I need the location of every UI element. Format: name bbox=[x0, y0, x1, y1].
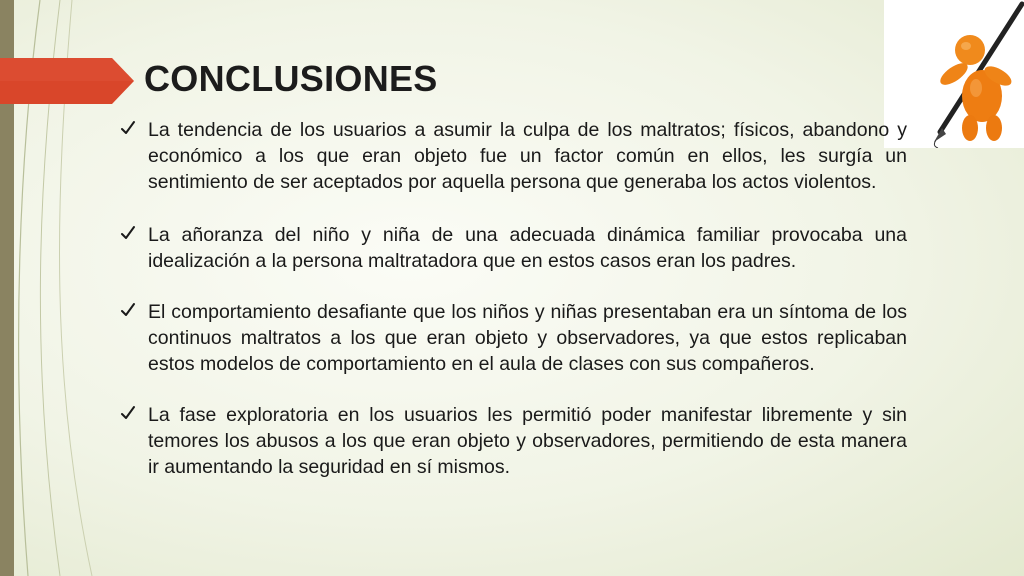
list-item bbox=[118, 117, 907, 195]
checkmark-icon bbox=[120, 120, 136, 136]
conclusions-list bbox=[118, 117, 907, 507]
bullet-text: La tendencia de los usuarios a asumir la culpa de los maltratos; físicos, abandono y económico a los que eran objeto fue un factor común en ellos, les surgía un sentimiento de ser aceptados por aquella persona que generaba los actos violentos. bbox=[148, 119, 907, 193]
list-item bbox=[118, 402, 907, 480]
checkmark-icon bbox=[120, 405, 136, 421]
checkmark-icon bbox=[120, 302, 136, 318]
slide-title: CONCLUSIONES bbox=[144, 58, 438, 99]
bullet-text: La añoranza del niño y niña de una adecuada dinámica familiar provocaba una idealización a la persona maltratadora que en estos casos eran los padres. bbox=[148, 224, 907, 272]
bullet-text: La fase exploratoria en los usuarios les permitió poder manifestar libremente y sin temores los abusos a los que eran objeto y observadores, permitiendo de esta manera ir aumentando la seguridad en sí mismos. bbox=[148, 404, 907, 478]
checkmark-icon bbox=[120, 225, 136, 241]
title-accent-arrow bbox=[0, 58, 134, 104]
list-item bbox=[118, 299, 907, 377]
list-item bbox=[118, 222, 907, 274]
bullet-text: El comportamiento desafiante que los niños y niñas presentaban era un síntoma de los continuos maltratos a los que eran objeto y observadores, ya que estos replicaban estos modelos de comportamiento en el aula de clases con sus compañeros. bbox=[148, 301, 907, 375]
